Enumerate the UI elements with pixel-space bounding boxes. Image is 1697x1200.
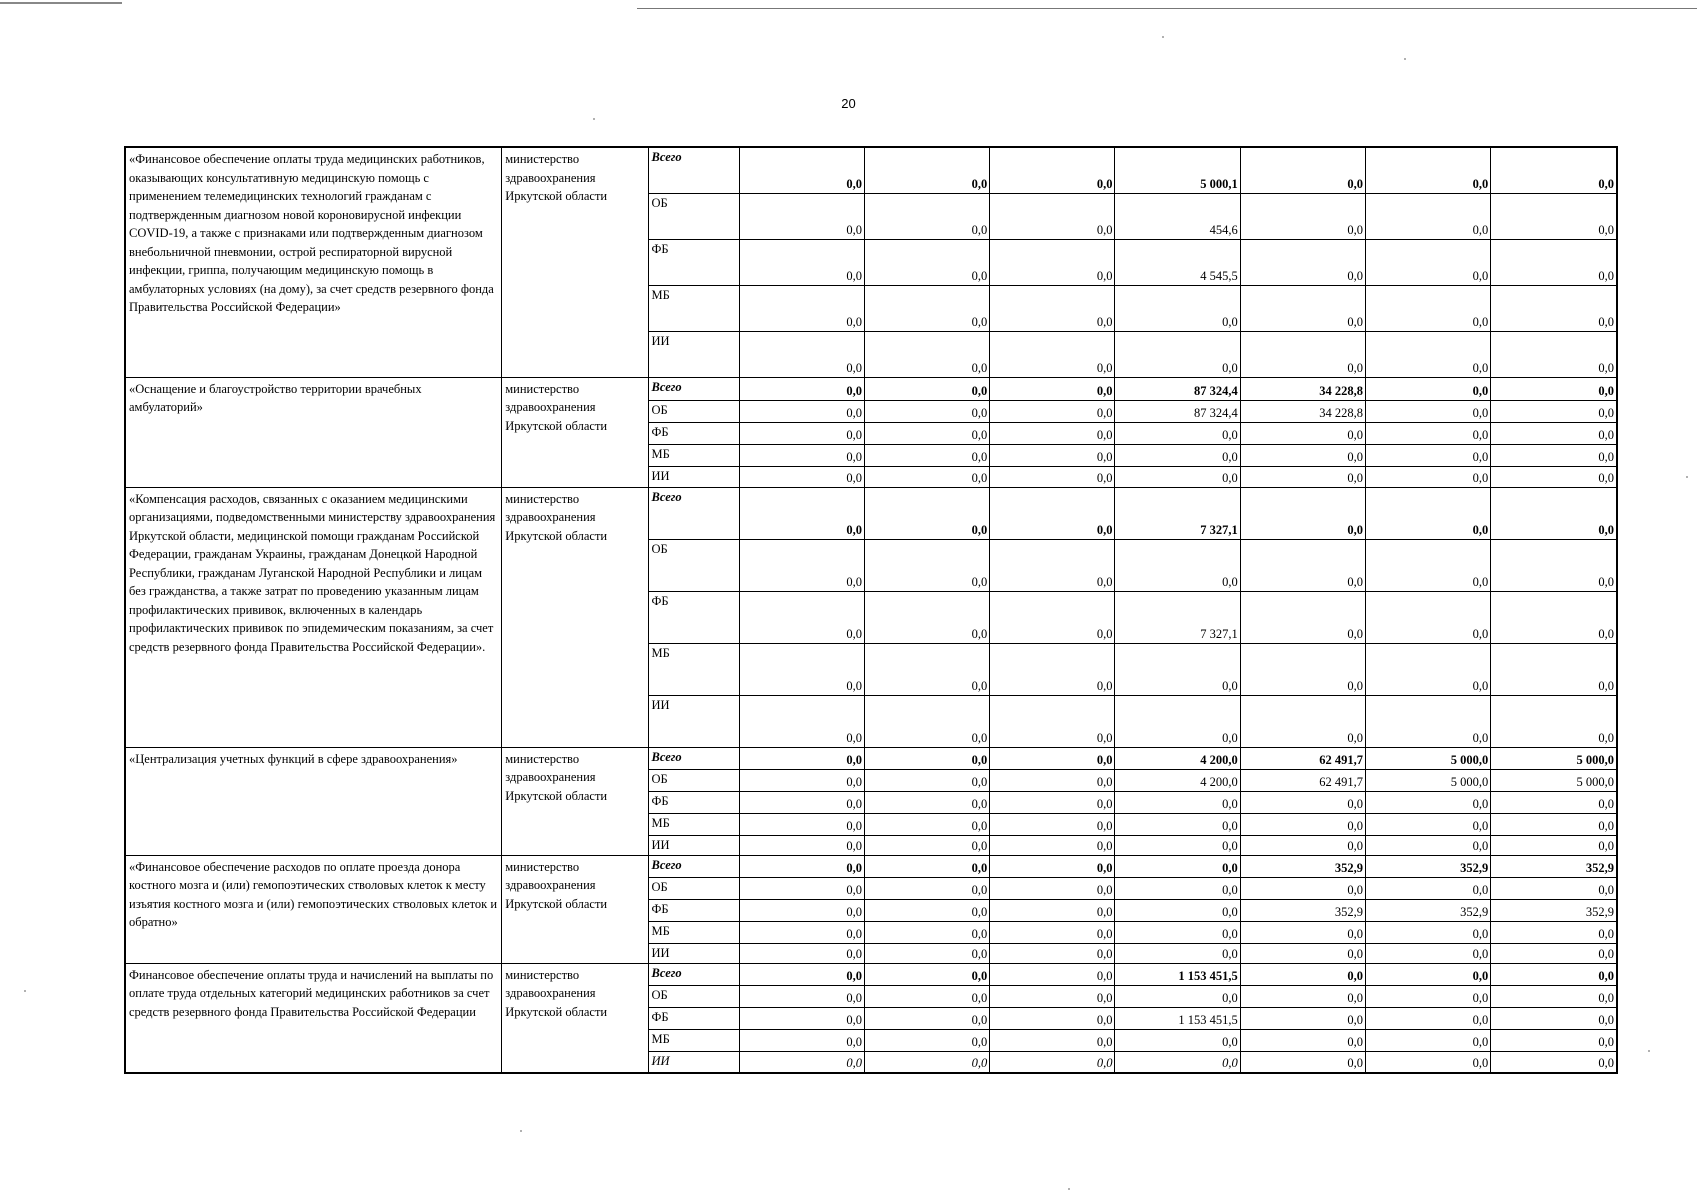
amount-cell: 0,0 <box>739 695 864 747</box>
amount-cell: 0,0 <box>1491 487 1617 539</box>
scan-speck <box>1648 1050 1650 1052</box>
amount-cell: 0,0 <box>1365 963 1490 985</box>
amount-cell: 0,0 <box>739 239 864 285</box>
funding-source: Всего <box>648 147 739 193</box>
amount-cell: 0,0 <box>990 695 1115 747</box>
amount-cell: 0,0 <box>1240 695 1365 747</box>
amount-cell: 0,0 <box>1365 539 1490 591</box>
amount-cell: 0,0 <box>1240 813 1365 835</box>
amount-cell: 0,0 <box>990 813 1115 835</box>
amount-cell: 0,0 <box>1491 285 1617 331</box>
amount-cell: 0,0 <box>739 747 864 769</box>
funding-source: ИИ <box>648 835 739 855</box>
amount-cell: 0,0 <box>739 331 864 377</box>
amount-cell: 0,0 <box>864 239 989 285</box>
amount-cell: 0,0 <box>1365 422 1490 444</box>
amount-cell: 0,0 <box>1115 835 1240 855</box>
amount-cell: 0,0 <box>1491 422 1617 444</box>
amount-cell: 0,0 <box>1365 643 1490 695</box>
amount-cell: 0,0 <box>864 591 989 643</box>
amount-cell: 0,0 <box>990 791 1115 813</box>
amount-cell: 0,0 <box>739 422 864 444</box>
amount-cell: 0,0 <box>1491 539 1617 591</box>
funding-source: ФБ <box>648 422 739 444</box>
amount-cell: 0,0 <box>990 769 1115 791</box>
amount-cell: 0,0 <box>1115 791 1240 813</box>
amount-cell: 352,9 <box>1491 899 1617 921</box>
funding-source: ОБ <box>648 539 739 591</box>
executor-cell: министерство здравоохранения Иркутской области <box>502 855 648 963</box>
funding-source: МБ <box>648 1029 739 1051</box>
amount-cell: 0,0 <box>1491 1051 1617 1073</box>
amount-cell: 5 000,0 <box>1491 769 1617 791</box>
funding-source: ФБ <box>648 791 739 813</box>
amount-cell: 0,0 <box>1365 813 1490 835</box>
amount-cell: 0,0 <box>739 985 864 1007</box>
amount-cell: 0,0 <box>1491 921 1617 943</box>
amount-cell: 0,0 <box>1115 331 1240 377</box>
amount-cell: 0,0 <box>1491 943 1617 963</box>
amount-cell: 0,0 <box>1491 1029 1617 1051</box>
funding-source: Всего <box>648 747 739 769</box>
amount-cell: 0,0 <box>1365 985 1490 1007</box>
amount-cell: 0,0 <box>990 643 1115 695</box>
amount-cell: 0,0 <box>990 444 1115 466</box>
amount-cell: 0,0 <box>739 466 864 487</box>
amount-cell: 0,0 <box>1365 239 1490 285</box>
amount-cell: 0,0 <box>739 147 864 193</box>
amount-cell: 0,0 <box>990 193 1115 239</box>
amount-cell: 0,0 <box>864 791 989 813</box>
amount-cell: 0,0 <box>990 147 1115 193</box>
amount-cell: 0,0 <box>990 1051 1115 1073</box>
amount-cell: 0,0 <box>1240 147 1365 193</box>
funding-source: МБ <box>648 921 739 943</box>
amount-cell: 0,0 <box>739 285 864 331</box>
amount-cell: 0,0 <box>1491 643 1617 695</box>
amount-cell: 0,0 <box>1365 695 1490 747</box>
amount-cell: 0,0 <box>864 813 989 835</box>
funding-source: ФБ <box>648 591 739 643</box>
funding-source: ИИ <box>648 1051 739 1073</box>
funding-source: ФБ <box>648 239 739 285</box>
amount-cell: 0,0 <box>990 466 1115 487</box>
amount-cell: 0,0 <box>1115 813 1240 835</box>
amount-cell: 0,0 <box>739 539 864 591</box>
amount-cell: 0,0 <box>1240 643 1365 695</box>
amount-cell: 0,0 <box>1240 466 1365 487</box>
amount-cell: 0,0 <box>1365 444 1490 466</box>
funding-source: ИИ <box>648 695 739 747</box>
measure-description: «Централизация учетных функций в сфере здравоохранения» <box>125 747 502 855</box>
funding-source: МБ <box>648 285 739 331</box>
amount-cell: 0,0 <box>1115 899 1240 921</box>
amount-cell: 0,0 <box>739 855 864 877</box>
table-row <box>125 963 1617 985</box>
amount-cell: 0,0 <box>864 643 989 695</box>
table-row <box>125 377 1617 400</box>
amount-cell: 0,0 <box>990 285 1115 331</box>
amount-cell: 0,0 <box>1365 943 1490 963</box>
amount-cell: 0,0 <box>990 239 1115 285</box>
amount-cell: 0,0 <box>864 193 989 239</box>
executor-cell: министерство здравоохранения Иркутской области <box>502 963 648 1073</box>
amount-cell: 0,0 <box>864 487 989 539</box>
amount-cell: 0,0 <box>864 400 989 422</box>
amount-cell: 0,0 <box>864 943 989 963</box>
measure-description: «Финансовое обеспечение расходов по оплате проезда донора костного мозга и (или) гемопоэтических стволовых клеток к месту изъятия костного мозга и (или) гемопоэтических стволовых клеток и обратно» <box>125 855 502 963</box>
amount-cell: 0,0 <box>739 835 864 855</box>
amount-cell: 0,0 <box>1240 539 1365 591</box>
amount-cell: 0,0 <box>864 466 989 487</box>
amount-cell: 0,0 <box>739 193 864 239</box>
amount-cell: 0,0 <box>864 877 989 899</box>
amount-cell: 0,0 <box>864 695 989 747</box>
amount-cell: 0,0 <box>1365 877 1490 899</box>
executor-cell: министерство здравоохранения Иркутской области <box>502 487 648 747</box>
amount-cell: 0,0 <box>990 1029 1115 1051</box>
amount-cell: 0,0 <box>990 747 1115 769</box>
amount-cell: 0,0 <box>739 643 864 695</box>
amount-cell: 0,0 <box>1491 985 1617 1007</box>
amount-cell: 0,0 <box>1491 591 1617 643</box>
amount-cell: 0,0 <box>864 444 989 466</box>
amount-cell: 352,9 <box>1240 855 1365 877</box>
amount-cell: 5 000,0 <box>1491 747 1617 769</box>
amount-cell: 0,0 <box>1491 963 1617 985</box>
funding-source: ОБ <box>648 877 739 899</box>
funding-source: Всего <box>648 377 739 400</box>
amount-cell: 0,0 <box>864 985 989 1007</box>
amount-cell: 0,0 <box>1240 921 1365 943</box>
amount-cell: 7 327,1 <box>1115 487 1240 539</box>
amount-cell: 4 545,5 <box>1115 239 1240 285</box>
amount-cell: 0,0 <box>1365 487 1490 539</box>
amount-cell: 0,0 <box>1365 466 1490 487</box>
amount-cell: 0,0 <box>990 835 1115 855</box>
amount-cell: 0,0 <box>739 591 864 643</box>
amount-cell: 0,0 <box>1240 943 1365 963</box>
amount-cell: 62 491,7 <box>1240 747 1365 769</box>
amount-cell: 0,0 <box>739 943 864 963</box>
page-number: 20 <box>841 96 856 111</box>
executor-cell: министерство здравоохранения Иркутской области <box>502 747 648 855</box>
amount-cell: 87 324,4 <box>1115 377 1240 400</box>
amount-cell: 0,0 <box>739 769 864 791</box>
amount-cell: 0,0 <box>739 1029 864 1051</box>
amount-cell: 0,0 <box>1365 147 1490 193</box>
amount-cell: 0,0 <box>1115 877 1240 899</box>
amount-cell: 0,0 <box>1491 239 1617 285</box>
amount-cell: 0,0 <box>1115 1029 1240 1051</box>
amount-cell: 0,0 <box>1491 193 1617 239</box>
amount-cell: 4 200,0 <box>1115 769 1240 791</box>
amount-cell: 62 491,7 <box>1240 769 1365 791</box>
amount-cell: 0,0 <box>1491 466 1617 487</box>
executor-cell: министерство здравоохранения Иркутской области <box>502 377 648 487</box>
measure-description: «Финансовое обеспечение оплаты труда медицинских работников, оказывающих консультативную медицинскую помощь с применением телемедицинских технологий гражданам с подтвержденным диагнозом новой короновирусной инфекции COVID-19, а также с признаками или подтвержденным диагнозом внебольничной пневмонии, острой респираторной вирусной инфекции, гриппа, получающим медицинскую помощь в амбулаторных условиях (на дому), за счет средств резервного фонда Правительства Российской Федерации» <box>125 147 502 377</box>
amount-cell: 0,0 <box>864 835 989 855</box>
amount-cell: 0,0 <box>1240 835 1365 855</box>
amount-cell: 0,0 <box>990 963 1115 985</box>
amount-cell: 0,0 <box>1365 331 1490 377</box>
table-row <box>125 147 1617 193</box>
amount-cell: 0,0 <box>1240 791 1365 813</box>
amount-cell: 0,0 <box>864 539 989 591</box>
amount-cell: 0,0 <box>990 899 1115 921</box>
amount-cell: 0,0 <box>990 539 1115 591</box>
amount-cell: 0,0 <box>1240 444 1365 466</box>
amount-cell: 0,0 <box>739 963 864 985</box>
amount-cell: 0,0 <box>1240 422 1365 444</box>
funding-source: ИИ <box>648 466 739 487</box>
amount-cell: 0,0 <box>864 921 989 943</box>
scan-speck <box>24 990 26 992</box>
amount-cell: 0,0 <box>1365 193 1490 239</box>
amount-cell: 454,6 <box>1115 193 1240 239</box>
amount-cell: 0,0 <box>1240 193 1365 239</box>
funding-source: ИИ <box>648 331 739 377</box>
amount-cell: 0,0 <box>1240 1029 1365 1051</box>
amount-cell: 0,0 <box>1115 466 1240 487</box>
amount-cell: 0,0 <box>864 285 989 331</box>
amount-cell: 0,0 <box>990 1007 1115 1029</box>
amount-cell: 0,0 <box>990 921 1115 943</box>
amount-cell: 0,0 <box>990 377 1115 400</box>
amount-cell: 0,0 <box>1240 591 1365 643</box>
amount-cell: 0,0 <box>1491 695 1617 747</box>
amount-cell: 0,0 <box>864 899 989 921</box>
amount-cell: 0,0 <box>1115 539 1240 591</box>
scan-speck <box>1404 58 1406 60</box>
amount-cell: 1 153 451,5 <box>1115 1007 1240 1029</box>
amount-cell: 0,0 <box>1365 591 1490 643</box>
funding-source: ОБ <box>648 985 739 1007</box>
amount-cell: 0,0 <box>1491 331 1617 377</box>
amount-cell: 0,0 <box>864 331 989 377</box>
amount-cell: 0,0 <box>1365 400 1490 422</box>
scan-edge-line <box>0 2 122 4</box>
amount-cell: 0,0 <box>739 487 864 539</box>
amount-cell: 0,0 <box>1365 835 1490 855</box>
scan-speck <box>1162 36 1164 38</box>
amount-cell: 0,0 <box>864 855 989 877</box>
amount-cell: 0,0 <box>1491 377 1617 400</box>
amount-cell: 0,0 <box>1240 963 1365 985</box>
amount-cell: 0,0 <box>990 877 1115 899</box>
amount-cell: 0,0 <box>864 963 989 985</box>
amount-cell: 0,0 <box>1115 695 1240 747</box>
amount-cell: 0,0 <box>1240 877 1365 899</box>
amount-cell: 0,0 <box>1365 1051 1490 1073</box>
amount-cell: 87 324,4 <box>1115 400 1240 422</box>
funding-source: МБ <box>648 444 739 466</box>
amount-cell: 0,0 <box>1491 400 1617 422</box>
amount-cell: 0,0 <box>1115 943 1240 963</box>
amount-cell: 0,0 <box>1115 921 1240 943</box>
amount-cell: 0,0 <box>1240 285 1365 331</box>
funding-source: ОБ <box>648 400 739 422</box>
amount-cell: 352,9 <box>1365 899 1490 921</box>
amount-cell: 0,0 <box>1240 331 1365 377</box>
amount-cell: 0,0 <box>1491 147 1617 193</box>
amount-cell: 0,0 <box>990 943 1115 963</box>
amount-cell: 0,0 <box>1240 487 1365 539</box>
amount-cell: 0,0 <box>1491 813 1617 835</box>
amount-cell: 0,0 <box>1365 1007 1490 1029</box>
amount-cell: 0,0 <box>739 877 864 899</box>
amount-cell: 0,0 <box>1115 855 1240 877</box>
amount-cell: 352,9 <box>1240 899 1365 921</box>
amount-cell: 352,9 <box>1365 855 1490 877</box>
amount-cell: 5 000,0 <box>1365 769 1490 791</box>
scan-speck <box>593 118 595 120</box>
funding-source: ОБ <box>648 193 739 239</box>
amount-cell: 0,0 <box>1365 791 1490 813</box>
funding-source: ОБ <box>648 769 739 791</box>
amount-cell: 0,0 <box>864 422 989 444</box>
amount-cell: 7 327,1 <box>1115 591 1240 643</box>
amount-cell: 0,0 <box>990 487 1115 539</box>
amount-cell: 0,0 <box>1491 444 1617 466</box>
amount-cell: 0,0 <box>1115 285 1240 331</box>
amount-cell: 0,0 <box>1491 791 1617 813</box>
amount-cell: 0,0 <box>990 400 1115 422</box>
amount-cell: 0,0 <box>1365 285 1490 331</box>
amount-cell: 0,0 <box>739 1007 864 1029</box>
amount-cell: 1 153 451,5 <box>1115 963 1240 985</box>
amount-cell: 0,0 <box>739 791 864 813</box>
amount-cell: 0,0 <box>1115 422 1240 444</box>
funding-source: ФБ <box>648 899 739 921</box>
amount-cell: 0,0 <box>1491 877 1617 899</box>
measure-description: «Компенсация расходов, связанных с оказанием медицинскими организациями, подведомственными министерству здравоохранения Иркутской области, медицинской помощи гражданам Российской Федерации, гражданам Украины, гражданам Донецкой Народной Республики, гражданам Луганской Народной Республики и лицам без гражданства, а также затрат по проведению указанным лицам профилактических прививок, включенных в календарь профилактических прививок по эпидемическим показаниям, за счет средств резервного фонда Правительства Российской Федерации». <box>125 487 502 747</box>
amount-cell: 0,0 <box>864 769 989 791</box>
amount-cell: 4 200,0 <box>1115 747 1240 769</box>
amount-cell: 0,0 <box>864 1051 989 1073</box>
amount-cell: 0,0 <box>864 377 989 400</box>
amount-cell: 0,0 <box>1365 921 1490 943</box>
amount-cell: 5 000,0 <box>1365 747 1490 769</box>
amount-cell: 0,0 <box>739 377 864 400</box>
scan-speck <box>1686 476 1688 478</box>
table-row <box>125 487 1617 539</box>
amount-cell: 34 228,8 <box>1240 377 1365 400</box>
amount-cell: 0,0 <box>864 747 989 769</box>
amount-cell: 0,0 <box>739 444 864 466</box>
table-row <box>125 747 1617 769</box>
scan-speck <box>520 1130 522 1132</box>
amount-cell: 0,0 <box>990 985 1115 1007</box>
amount-cell: 0,0 <box>1115 985 1240 1007</box>
amount-cell: 0,0 <box>864 1029 989 1051</box>
scan-speck <box>1068 1188 1070 1190</box>
amount-cell: 0,0 <box>1115 444 1240 466</box>
amount-cell: 0,0 <box>1240 985 1365 1007</box>
amount-cell: 0,0 <box>1115 1051 1240 1073</box>
amount-cell: 0,0 <box>864 1007 989 1029</box>
amount-cell: 0,0 <box>990 855 1115 877</box>
funding-source: МБ <box>648 643 739 695</box>
amount-cell: 0,0 <box>1240 239 1365 285</box>
measure-description: Финансовое обеспечение оплаты труда и начислений на выплаты по оплате труда отдельных категорий медицинских работников за счет средств резервного фонда Правительства Российской Федерации <box>125 963 502 1073</box>
amount-cell: 5 000,1 <box>1115 147 1240 193</box>
funding-source: Всего <box>648 855 739 877</box>
funding-source: ИИ <box>648 943 739 963</box>
funding-source: Всего <box>648 487 739 539</box>
amount-cell: 0,0 <box>739 921 864 943</box>
amount-cell: 0,0 <box>990 591 1115 643</box>
amount-cell: 34 228,8 <box>1240 400 1365 422</box>
amount-cell: 0,0 <box>1491 835 1617 855</box>
executor-cell: министерство здравоохранения Иркутской области <box>502 147 648 377</box>
amount-cell: 0,0 <box>1115 643 1240 695</box>
funding-source: Всего <box>648 963 739 985</box>
amount-cell: 0,0 <box>1491 1007 1617 1029</box>
amount-cell: 0,0 <box>739 813 864 835</box>
amount-cell: 0,0 <box>990 422 1115 444</box>
amount-cell: 0,0 <box>864 147 989 193</box>
amount-cell: 0,0 <box>1365 1029 1490 1051</box>
amount-cell: 0,0 <box>739 899 864 921</box>
budget-table <box>124 146 1618 1074</box>
amount-cell: 0,0 <box>1365 377 1490 400</box>
amount-cell: 352,9 <box>1491 855 1617 877</box>
amount-cell: 0,0 <box>739 400 864 422</box>
measure-description: «Оснащение и благоустройство территории врачебных амбулаторий» <box>125 377 502 487</box>
amount-cell: 0,0 <box>739 1051 864 1073</box>
amount-cell: 0,0 <box>1240 1007 1365 1029</box>
table-row <box>125 855 1617 877</box>
scan-edge-line <box>637 8 1697 9</box>
amount-cell: 0,0 <box>1240 1051 1365 1073</box>
funding-source: МБ <box>648 813 739 835</box>
amount-cell: 0,0 <box>990 331 1115 377</box>
funding-source: ФБ <box>648 1007 739 1029</box>
